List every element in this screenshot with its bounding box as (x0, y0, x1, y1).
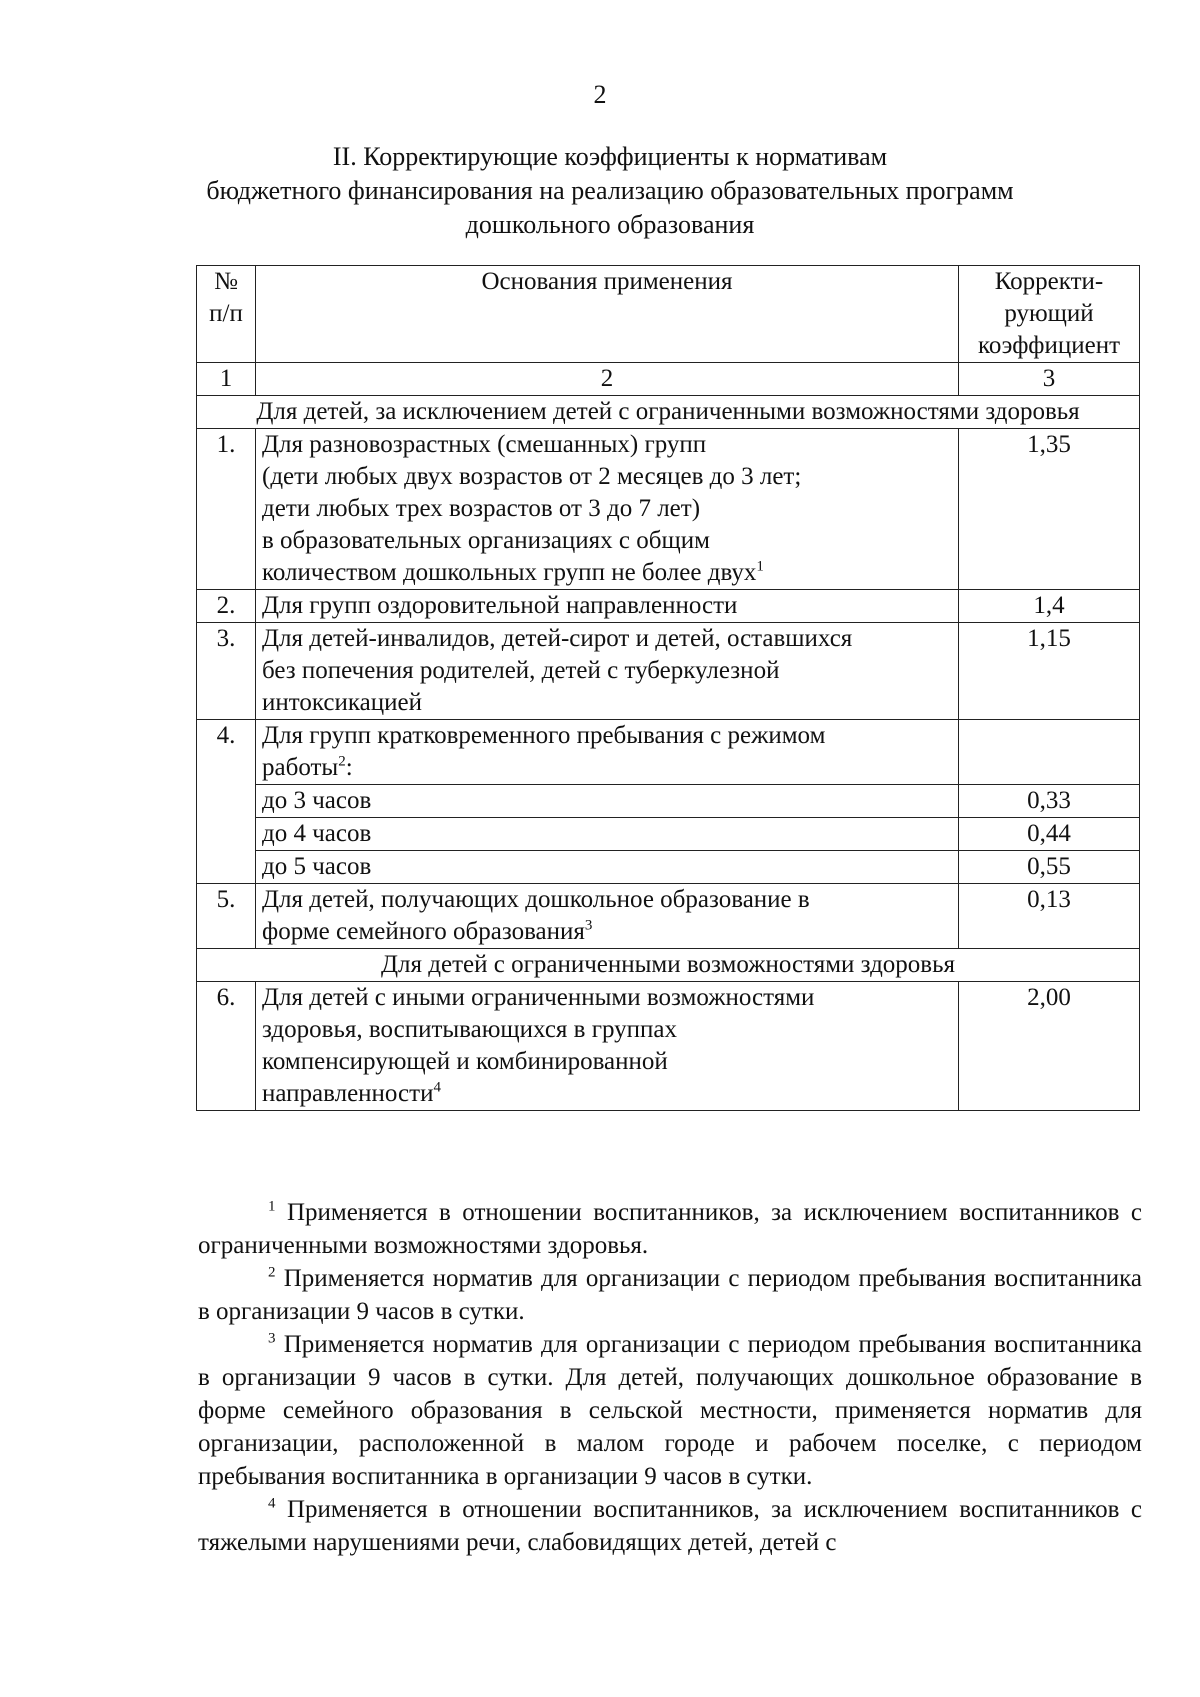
row-text-line (262, 557, 952, 589)
row-text-line: Для детей-инвалидов, детей-сирот и детей, оставшихся (262, 625, 853, 652)
header-number: № п/п (197, 266, 256, 363)
footnote-ref: 1 (756, 558, 764, 575)
row-coefficient: 0,44 (959, 818, 1140, 851)
row-text-line: интоксикацией (262, 689, 422, 716)
row-basis (256, 623, 959, 720)
row-text: количеством дошкольных групп не более двух (262, 559, 757, 586)
footnote-text: Применяется в отношении воспитанников, за исключением воспитанников с ограниченными возможностями здоровья. (198, 1199, 1142, 1259)
row-basis (256, 982, 959, 1111)
row-coefficient: 1,15 (959, 623, 1140, 720)
header-coef-line: коэффициент (977, 332, 1121, 359)
header-coef-line: рующий (1004, 300, 1094, 327)
group-heading: Для детей, за исключением детей с ограниченными возможностями здоровья (197, 396, 1140, 429)
group-row (197, 396, 1140, 429)
row-text-line: Для детей с иными ограниченными возможностями (262, 984, 815, 1011)
table-row (197, 982, 1140, 1111)
footnote-ref: 4 (433, 1079, 441, 1096)
row-text-line: Для групп кратковременного пребывания с режимом (262, 722, 826, 749)
row-coefficient: 0,33 (959, 785, 1140, 818)
row-text: работы (262, 754, 339, 781)
row-coefficient (959, 720, 1140, 785)
table-row (197, 720, 1140, 785)
row-text: форме семейного образования (262, 918, 585, 945)
row-basis: до 5 часов (256, 851, 959, 884)
footnote (198, 1328, 1142, 1493)
group-row (197, 949, 1140, 982)
row-coefficient: 0,13 (959, 884, 1140, 949)
row-basis: до 3 часов (256, 785, 959, 818)
row-number: 2. (197, 590, 256, 623)
row-text-line: Для детей, получающих дошкольное образование в (262, 886, 810, 913)
row-text: : (345, 754, 353, 781)
row-coefficient: 2,00 (959, 982, 1140, 1111)
footnote-ref: 3 (584, 917, 593, 934)
footnote-mark: 1 (268, 1198, 276, 1215)
row-number: 6. (197, 982, 256, 1111)
table-header-row (197, 266, 1140, 363)
column-number: 1 (197, 363, 256, 396)
table-subrow (197, 785, 1140, 818)
row-basis: Для групп оздоровительной направленности (256, 590, 959, 623)
footnotes (198, 1196, 1142, 1559)
section-title (160, 140, 1060, 242)
footnote-text: Применяется норматив для организации с периодом пребывания воспитанника в организации 9 часов в сутки. (198, 1265, 1142, 1325)
row-number: 3. (197, 623, 256, 720)
row-basis (256, 429, 959, 590)
row-number: 5. (197, 884, 256, 949)
footnote-ref: 2 (338, 753, 346, 770)
row-coefficient: 1,35 (959, 429, 1140, 590)
page-number: 2 (593, 80, 607, 109)
row-text: направленности (262, 1080, 434, 1107)
row-text-line: дети любых трех возрастов от 3 до 7 лет) (262, 495, 701, 522)
header-coef-line: Корректи- (994, 268, 1104, 295)
title-line-1: II. Корректирующие коэффициенты к нормативам (332, 142, 888, 171)
footnote (198, 1493, 1142, 1559)
footnote (198, 1196, 1142, 1262)
table-row (197, 884, 1140, 949)
row-coefficient: 0,55 (959, 851, 1140, 884)
header-basis: Основания применения (256, 266, 959, 363)
column-number-row (197, 363, 1140, 396)
row-number: 4. (197, 720, 256, 884)
row-text-line (262, 1078, 952, 1110)
row-text-line: Для разновозрастных (смешанных) групп (262, 431, 707, 458)
row-number: 1. (197, 429, 256, 590)
row-text-line: без попечения родителей, детей с туберкулезной (262, 657, 780, 684)
title-line-2: бюджетного финансирования на реализацию образовательных программ (206, 176, 1014, 205)
footnote-text: Применяется норматив для организации с периодом пребывания воспитанника в организации 9 часов в сутки. Для детей, получающих дошкольное образование в форме семейного образования в сельской местности, применяется норматив для организации, расположенной в малом городе и рабочем поселке, с периодом пребывания воспитанника в организации 9 часов в сутки. (198, 1331, 1142, 1490)
row-text-line: компенсирующей и комбинированной (262, 1048, 668, 1075)
footnote-mark: 3 (268, 1330, 276, 1347)
table-row (197, 623, 1140, 720)
footnote (198, 1262, 1142, 1328)
row-basis (256, 884, 959, 949)
title-line-3: дошкольного образования (465, 210, 755, 239)
column-number: 2 (256, 363, 959, 396)
row-text-line (262, 916, 952, 948)
row-text-line (262, 752, 952, 784)
footnote-mark: 2 (268, 1264, 276, 1281)
footnote-mark: 4 (268, 1495, 276, 1512)
row-basis: до 4 часов (256, 818, 959, 851)
row-text-line: здоровья, воспитывающихся в группах (262, 1016, 678, 1043)
coefficients-table (196, 265, 1140, 1111)
group-heading: Для детей с ограниченными возможностями здоровья (197, 949, 1140, 982)
table-subrow (197, 851, 1140, 884)
footnote-text: Применяется в отношении воспитанников, за исключением воспитанников с тяжелыми нарушениями речи, слабовидящих детей, детей с (198, 1496, 1142, 1556)
column-number: 3 (959, 363, 1140, 396)
table-row (197, 429, 1140, 590)
row-coefficient: 1,4 (959, 590, 1140, 623)
table-subrow (197, 818, 1140, 851)
row-text-line: в образовательных организациях с общим (262, 527, 710, 554)
row-text-line: (дети любых двух возрастов от 2 месяцев до 3 лет; (262, 463, 802, 490)
header-coefficient (959, 266, 1140, 363)
table-row (197, 590, 1140, 623)
row-basis (256, 720, 959, 785)
